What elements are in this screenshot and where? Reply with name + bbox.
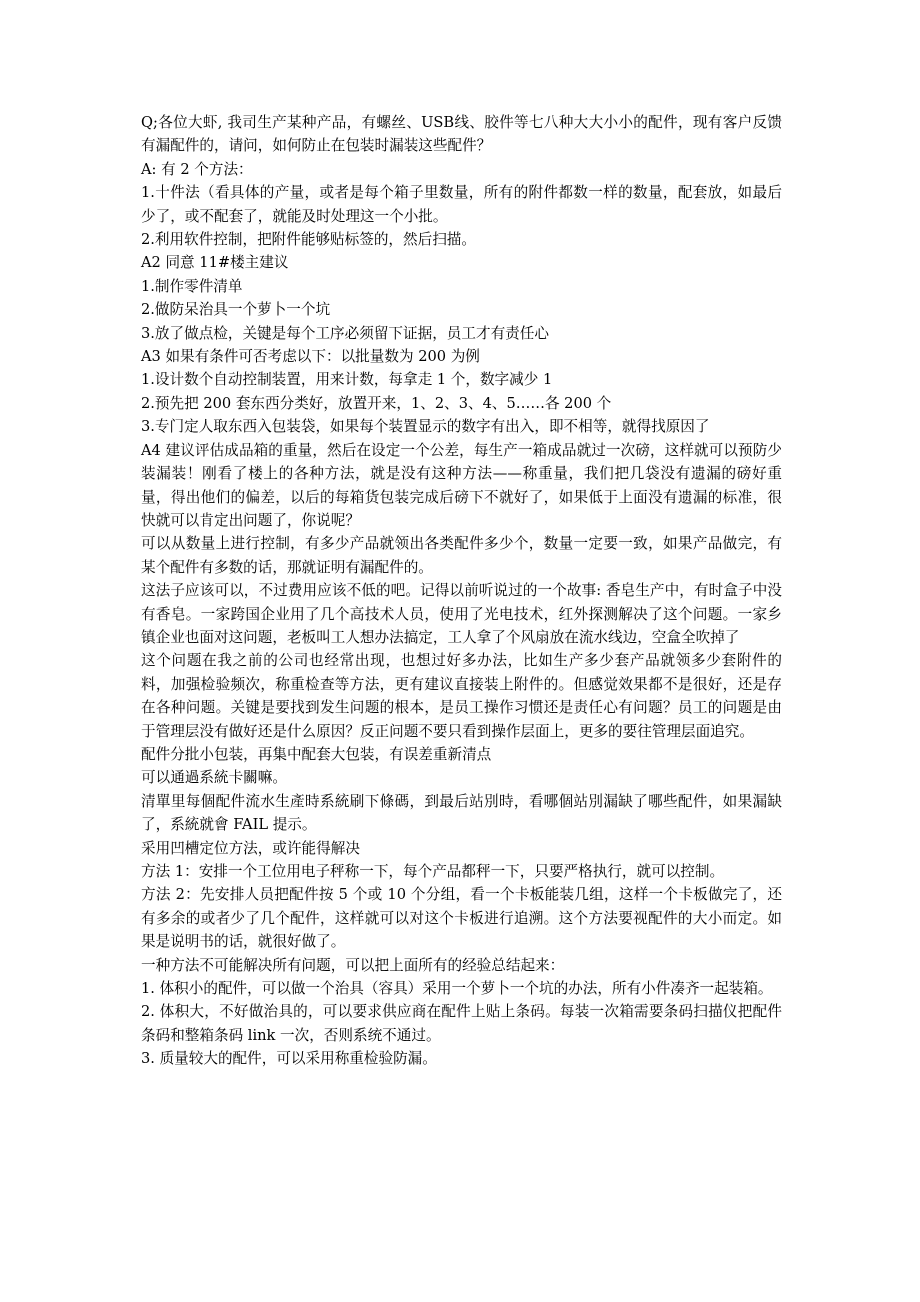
- reply-barcode-scan: 清單里每個配件流水生產時系統刷下條碼，到最后站別時，看哪個站別漏缺了哪些配件，如果漏缺了，系統就會 FAIL 提示。: [141, 792, 782, 834]
- reply-quantity-control: 可以从数量上进行控制，有多少产品就领出各类配件多少个，数量一定要一致，如果产品做完，有某个配件有多数的话，那就证明有漏配件的。: [141, 535, 782, 576]
- question-paragraph: Q;各位大虾, 我司生产某种产品，有螺丝、USB线、胶件等七八种大大小小的配件，现有客户反馈有漏配件的，请问，如何防止在包装时漏装这些配件？: [141, 114, 782, 155]
- reply-management: 这个问题在我之前的公司也经常出现，也想过好多办法，比如生产多少套产品就领多少套附件的料，加强检验频次，称重检查等方法，更有建议直接装上附件的。但感觉效果都不是很好，还是存在各种问题。关键是要找到发生问题的根本，是员工操作习惯还是责任心有问题？员工的问题是由于管理层没有做好还是什么原因？反正问题不要只看到操作层面上，更多的要往管理层面追究。: [141, 652, 782, 740]
- reply-method-2: 方法 2：先安排人员把配件按 5 个或 10 个分组，看一个卡板能装几组，这样一个卡板做完了，还有多余的或者少了几个配件，这样就可以对这个卡板进行追溯。这个方法要视配件的大小而定。如果是说明书的话，就很好做了。: [141, 886, 782, 951]
- answer-a2-heading: A2 同意 11#楼主建议: [141, 254, 289, 272]
- answer-a-item-2: 2.利用软件控制，把附件能够贴标签的，然后扫描。: [141, 231, 476, 249]
- answer-a3-item-2: 2.预先把 200 套东西分类好，放置开来，1、2、3、4、5……各 200 个: [141, 394, 612, 412]
- answer-a2-item-2: 2.做防呆治具一个萝卜一个坑: [141, 301, 331, 319]
- answer-a3-item-1: 1.设计数个自动控制装置，用来计数，每拿走 1 个，数字减少 1: [141, 371, 553, 389]
- reply-system-check: 可以通過系統卡關嘛。: [141, 769, 287, 787]
- reply-method-1: 方法 1：安排一个工位用电子秤称一下，每个产品都秤一下，只要严格执行，就可以控制。: [141, 863, 725, 880]
- summary-item-3: 3. 质量较大的配件，可以采用称重检验防漏。: [141, 1050, 437, 1068]
- summary-item-2: 2. 体积大，不好做治具的，可以要求供应商在配件上贴上条码。每装一次箱需要条码扫描仪把配件条码和整箱条码 link 一次，否则系统不通过。: [141, 1003, 782, 1044]
- answer-a3-heading: A3 如果有条件可否考虑以下：以批量数为 200 为例: [141, 348, 480, 366]
- answer-a-item-1: 1.十件法（看具体的产量，或者是每个箱子里数量，所有的附件都数一样的数量，配套放，如最后少了，或不配套了，就能及时处理这一个小批。: [141, 184, 782, 225]
- answer-a4-paragraph: A4 建议评估成品箱的重量，然后在设定一个公差，每生产一箱成品就过一次磅，这样就可以预防少装漏装！刚看了楼上的各种方法，就是没有这种方法——称重量，我们把几袋没有遗漏的磅好重量，得出他们的偏差，以后的每箱货包装完成后磅下不就好了，如果低于上面没有遗漏的标准，很快就可以肯定出问题了，你说呢？: [141, 441, 782, 529]
- answer-a-heading: A: 有 2 个方法：: [141, 160, 253, 178]
- reply-groove-positioning: 采用凹槽定位方法，或许能得解决: [141, 839, 360, 857]
- summary-heading: 一种方法不可能解决所有问题，可以把上面所有的经验总结起来：: [141, 956, 565, 974]
- answer-a3-item-3: 3.专门定人取东西入包装袋，如果每个装置显示的数字有出入，即不相等，就得找原因了: [141, 418, 710, 436]
- document-body: [141, 111, 782, 1071]
- reply-soap-story: 这法子应该可以，不过费用应该不低的吧。记得以前听说过的一个故事: 香皂生产中，有时盒子中没有香皂。一家跨国企业用了几个高技术人员，使用了光电技术，红外探测解决了这个问题。一家乡镇企业也面对这问题，老板叫工人想办法搞定，工人拿了个风扇放在流水线边，空盒全吹掉了: [141, 582, 782, 646]
- answer-a2-item-1: 1.制作零件清单: [141, 277, 243, 295]
- answer-a2-item-3: 3.放了做点检，关键是每个工序必须留下证据，员工才有责任心: [141, 324, 549, 342]
- summary-item-1: 1. 体积小的配件，可以做一个治具（容具）采用一个萝卜一个坑的办法，所有小件凑齐一起装箱。: [141, 980, 773, 998]
- reply-batch-packing: 配件分批小包装，再集中配套大包装，有误差重新清点: [141, 745, 492, 763]
